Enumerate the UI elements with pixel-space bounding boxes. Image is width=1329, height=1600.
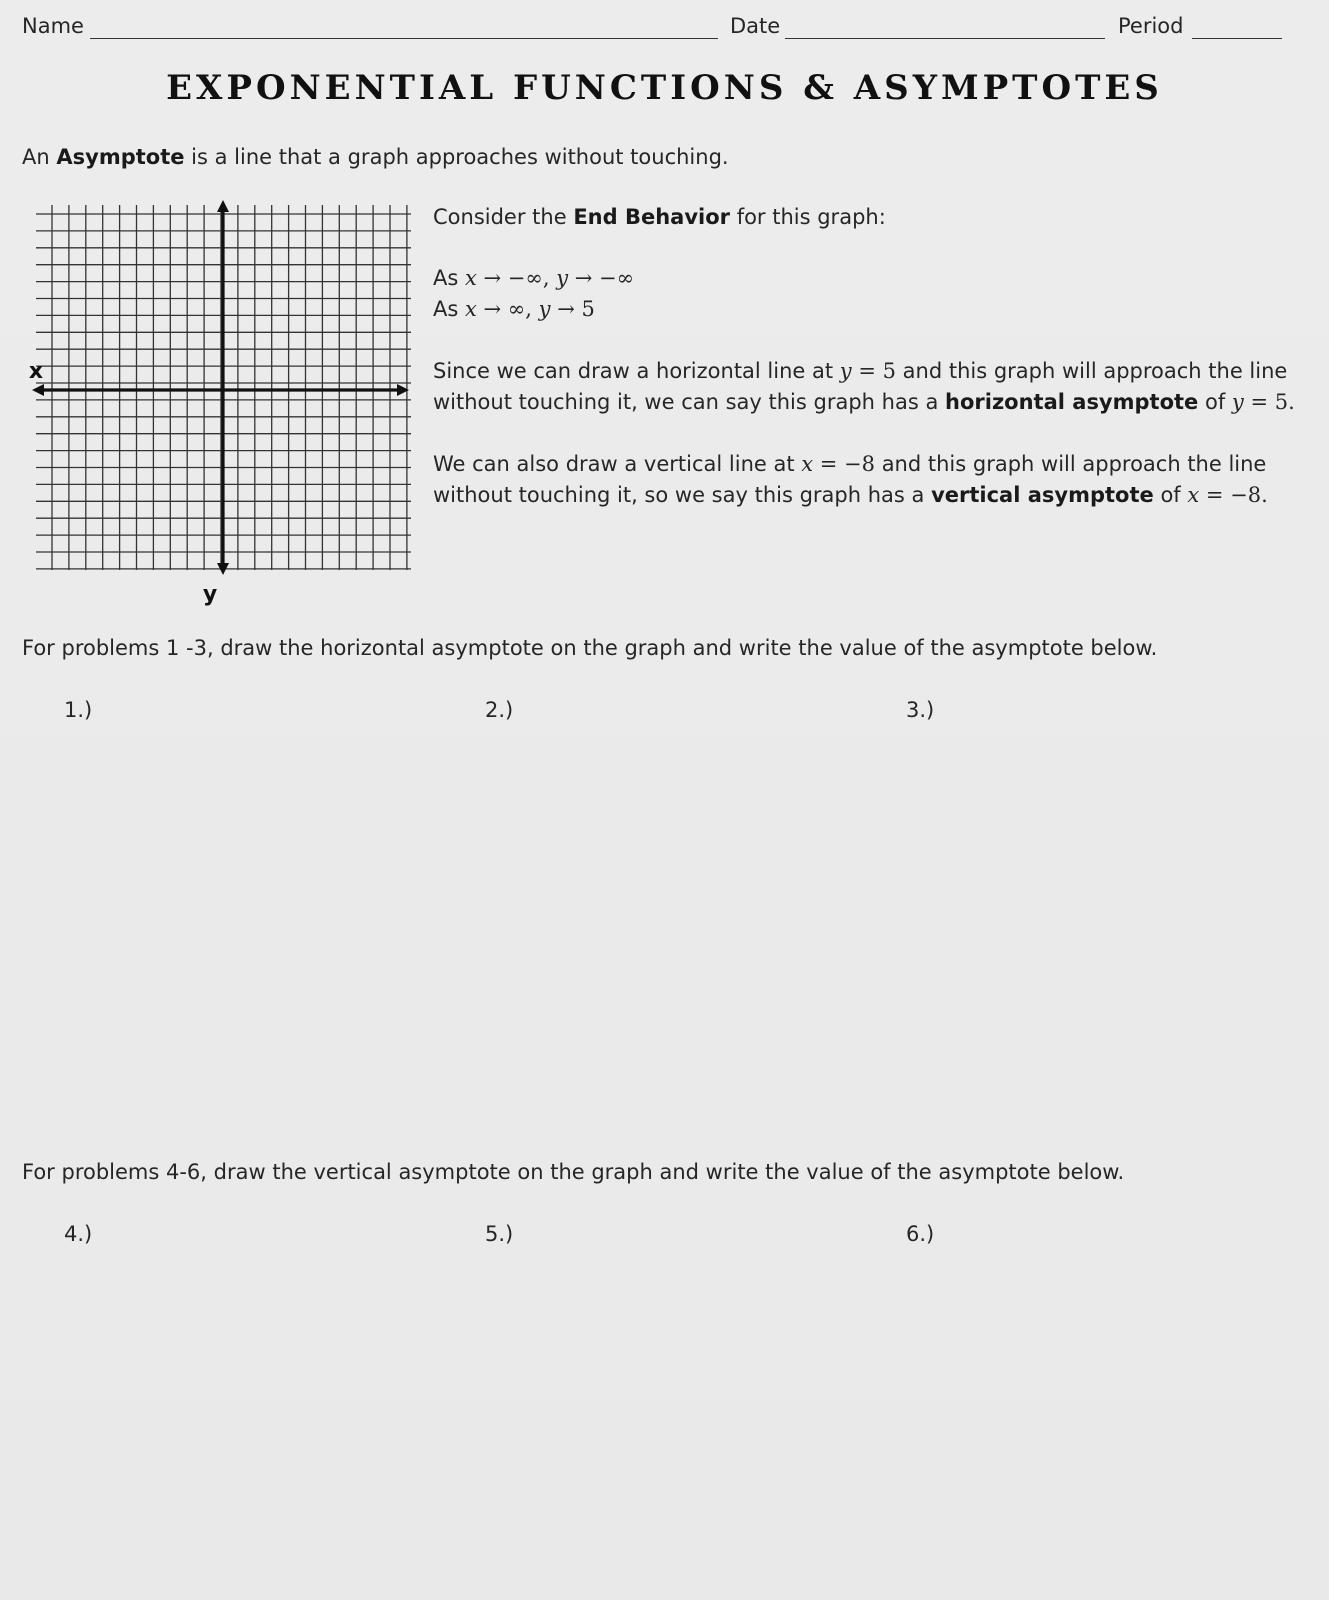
text: and this graph will approach the line	[895, 359, 1288, 383]
problem-4-label: 4.)	[64, 1222, 93, 1246]
var-x: x	[801, 452, 814, 476]
text: We can also draw a vertical line at	[433, 452, 795, 476]
vertical-asymptote-term: vertical asymptote	[931, 483, 1154, 507]
end-behavior-line-1	[433, 266, 634, 290]
asymptote-definition	[22, 145, 729, 169]
x-axis-label: x	[28, 359, 44, 384]
var-y: y	[839, 359, 852, 383]
problem-1-label: 1.)	[64, 698, 93, 722]
section-2-instruction: For problems 4-6, draw the vertical asymptote on the graph and write the value of the asymptote below.	[22, 1160, 1125, 1184]
equation: = 5.	[1243, 390, 1295, 414]
name-field[interactable]	[90, 38, 718, 39]
problem-2-label: 2.)	[485, 698, 514, 722]
vertical-paragraph-line-1	[433, 452, 1266, 476]
equation: = 5	[851, 359, 896, 383]
var-x: x	[465, 297, 477, 321]
text: of	[1204, 390, 1226, 414]
text: without touching it, so we say this graph has a	[433, 483, 925, 507]
text: and this graph will approach the line	[875, 452, 1267, 476]
var-x: x	[465, 266, 477, 290]
end-behavior-intro	[433, 205, 886, 229]
problem-5-label: 5.)	[485, 1222, 514, 1246]
coordinate-grid	[26, 200, 421, 610]
horizontal-paragraph-line-1	[433, 359, 1287, 383]
var-y: y	[556, 266, 569, 290]
definition-prefix: An	[22, 145, 50, 169]
text: without touching it, we can say this graph has a	[433, 390, 939, 414]
text: of	[1160, 483, 1181, 507]
problem-6-label: 6.)	[906, 1222, 935, 1246]
limit-expr: → ∞,	[476, 297, 539, 321]
limit-expr: → −∞,	[476, 266, 557, 290]
definition-term: Asymptote	[56, 145, 185, 169]
period-label: Period	[1118, 14, 1184, 38]
date-field[interactable]	[785, 38, 1105, 39]
end-behavior-line-2	[433, 297, 595, 321]
var-x: x	[1187, 483, 1200, 507]
period-field[interactable]	[1192, 38, 1282, 39]
as-word: As	[433, 297, 459, 321]
end-behavior-term: End Behavior	[573, 205, 730, 229]
limit-value: → −∞	[568, 266, 635, 290]
equation: = −8.	[1199, 483, 1268, 507]
limit-value: → 5	[550, 297, 595, 321]
section-1-instruction: For problems 1 -3, draw the horizontal asymptote on the graph and write the value of the asymptote below.	[22, 636, 1158, 660]
var-y: y	[1231, 390, 1244, 414]
name-label: Name	[22, 14, 84, 38]
text: Since we can draw a horizontal line at	[433, 359, 834, 383]
var-y: y	[538, 297, 551, 321]
date-label: Date	[730, 14, 781, 38]
horizontal-asymptote-term: horizontal asymptote	[945, 390, 1199, 414]
equation: = −8	[813, 452, 876, 476]
intro-suffix: for this graph:	[736, 205, 886, 229]
as-word: As	[433, 266, 459, 290]
definition-text: is a line that a graph approaches without touching.	[191, 145, 729, 169]
vertical-paragraph-line-2	[433, 483, 1268, 507]
horizontal-paragraph-line-2	[433, 390, 1295, 414]
page-title: EXPONENTIAL FUNCTIONS & ASYMPTOTES	[166, 68, 1163, 108]
problem-3-label: 3.)	[906, 698, 935, 722]
intro-prefix: Consider the	[433, 205, 567, 229]
y-axis-label: y	[202, 582, 218, 607]
